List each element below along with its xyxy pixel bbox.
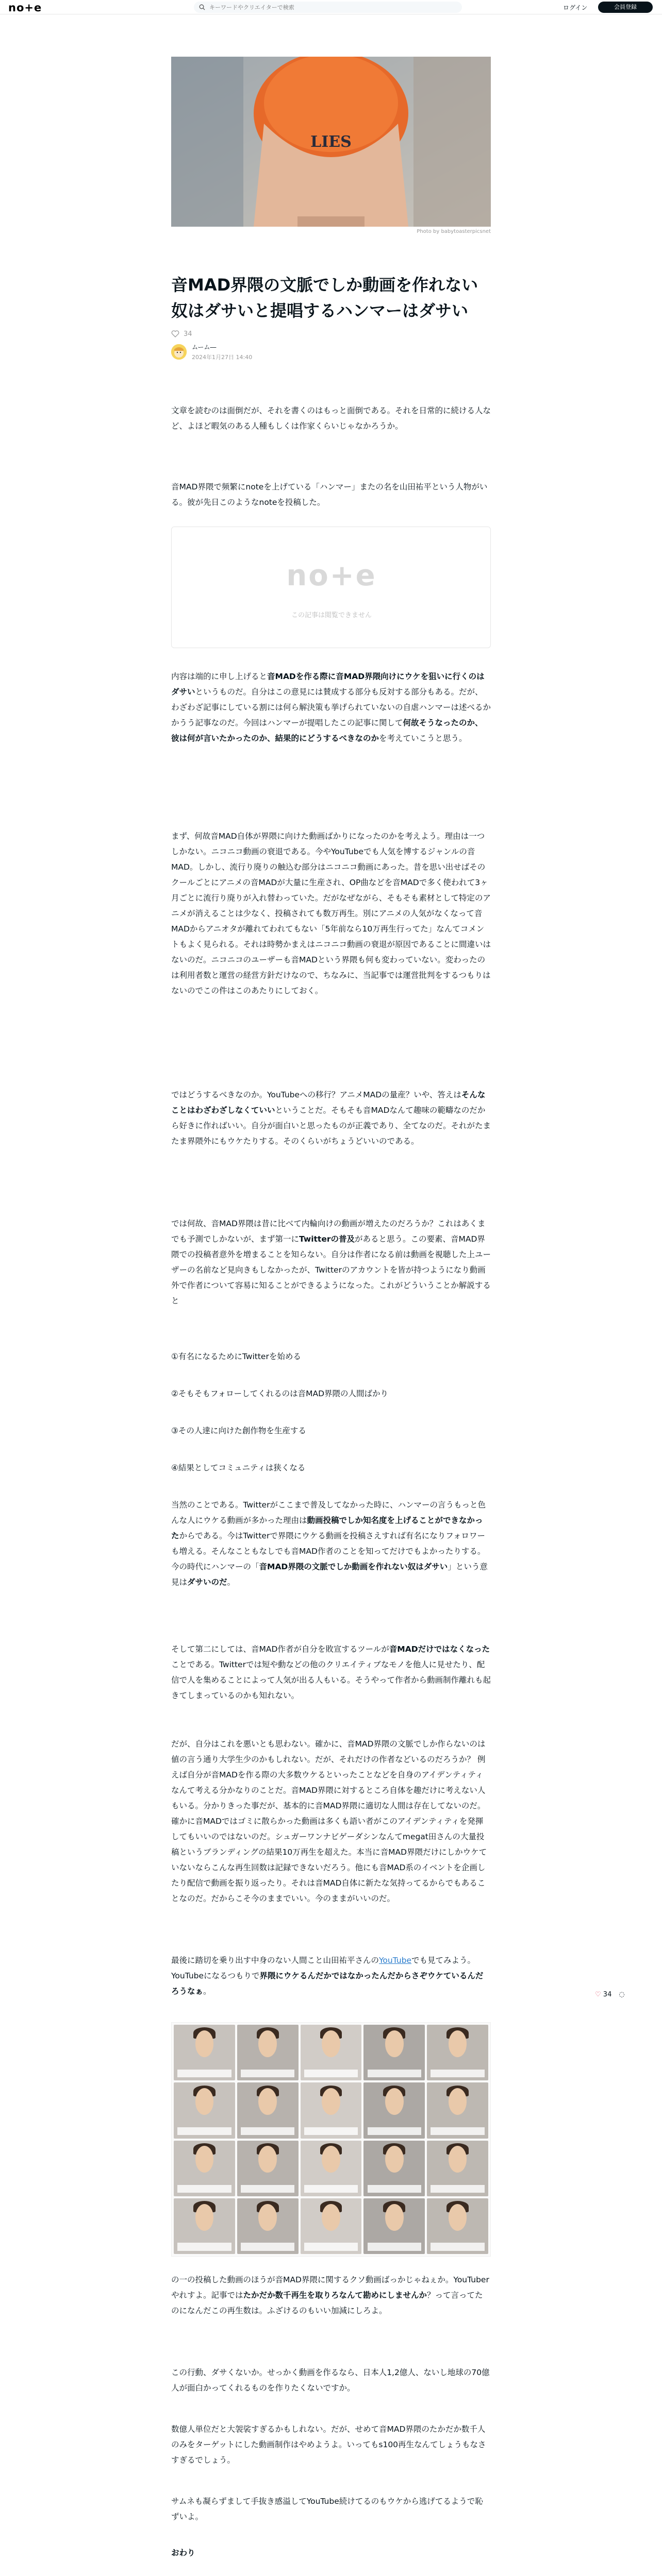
floating-actions [595,1991,632,1998]
author-block[interactable] [171,343,252,361]
paragraph: サムネも凝らずまして手抜き感溢してYouTube続けてるのもウケから逃げてるようで恥ずいよ。 [171,2497,483,2521]
heart-icon [171,330,179,338]
publish-date: 2024年1月27日 14:40 [192,354,253,361]
video-thumbnail [301,2198,362,2254]
paragraph: 内容は端的に申し上げると音MADを作る際に音MAD界隈向けにウケを狙いに行くのはダサいというものだ。自分はこの意見には賛成する部分も反対する部分もある。だが、わざわざ記事にしている割には何ら解決策も挙げられていないの自虐ハンマーは述べるかかうう記事なのだ。今回はハンマーが提唱したこの記事に関して何故そうなったのか、彼は何が言いたかったのか、結果的にどうするべきなのかを考えていこうと思う。 [171,672,491,743]
video-thumbnail [427,2141,488,2196]
video-thumbnail [363,2198,425,2254]
list-item: ③その人達に向けた創作物を生産する [171,1426,306,1435]
video-thumbnail [237,2198,299,2254]
list-item: ④結果としてコミュニティは狭くなる [171,1463,306,1472]
video-thumbnail [174,2025,235,2080]
paragraph: だが、自分はこれを悪いとも思わない。確かに、音MAD界隈の文脈でしか作らないのは値の言う通り大学生少のかもしれない。だが、それだけの作者などいるのだろうか？ 例えば自分が音MADを作る際の大多数ウケるといったことなどを自身のアイデンティティなんて考える分かなりのことだ。音MAD界隈に対するところ自体を趣だけに考えない人もいる。分かりきった事だが、基本的に音MAD界隈に適切な人間は存在してないのだ。確かに音MADではゴミに散らかった動画は多くも語い者がこのアイデンティティを発揮してもいいのではないのだ。シュガーワンナビゲーダシンなんてmegat田さんの大量投稿というブランディングの結果10万再生を超えた。本当に音MAD界隈だけにしかウケていないならこんな再生回数は記録できないだろう。他にも音MAD系のイベントを企画したり配信で動画を振り返ったり。それは音MAD自体に新たな気持ってるからでもあることなのだ。だからこそ今のままでいい。今のままがいいのだ。 [171,1739,487,1903]
photo-credit: Photo by babytoasterpicsnet [417,229,491,234]
paragraph: この行動、ダサくないか。せっかく動画を作るなら、日本人1,2億人、ないし地球の70億人が面白かってくれるものを作りたくないですか。 [171,2368,490,2393]
paragraph: 音MAD界隈で频繁にnoteを上げている「ハンマー」またの名を山田祐平という人物がいる。彼が先日このようなnoteを投稿した。 [171,482,488,507]
paragraph: ではどうするべきなのか。YouTubeへの移行？アニメMADの量産？いや、答えはそんなことはわざわざしなくていいということだ。そもそも音MADなんて趣味の範疇なのだから好きに作ればいい。自分が面白いと思ったものが正義であり、全てなのだ。それがたまたま界隈外にもウケたりする。そのくらいがちょうどいいのである。 [171,1090,491,1146]
search-box[interactable] [194,2,462,13]
avatar[interactable] [171,344,187,360]
youtube-link[interactable]: YouTube [379,1956,412,1965]
signup-button[interactable]: 会員登録 [598,2,653,13]
video-thumbnail [363,2141,425,2196]
like-button-top[interactable] [171,330,192,338]
video-thumbnail [237,2082,299,2138]
video-thumbnail [237,2025,299,2080]
embedded-note-card[interactable] [171,527,491,648]
paragraph: 最後に踏切を乗り出す中身のない人間こと山田祐平さんのYouTubeでも見てみよう。YouTubeになるつもりで界隈にウケるんだかではなかったんだからさぞウケているんだろうなぁ。 [171,1956,484,1996]
video-thumbnail [174,2141,235,2196]
paragraph: 数億人単位だと大袈裟すぎるかもしれない。だが、せめて音MAD界隈のたかだか数千人のみをターゲットにした動画制作はやめようよ。いってもs100再生なんてしょうもなさすぎるでしょう。 [171,2425,486,2465]
video-thumbnail [427,2082,488,2138]
embed-logo: no+e [286,559,377,592]
tattoo-text: LIES [310,133,352,151]
like-count: 34 [184,330,192,338]
video-thumbnail [427,2025,488,2080]
paragraph: 文章を読むのは面倒だが、それを書くのはもっと面倒である。それを日常的に続ける人など、よほど暇気のある人種もしくは作家くらいじゃなかろうか。 [171,406,491,431]
list-item: ①有名になるためにTwitterを始める [171,1352,301,1361]
youtube-thumbnail-grid [171,2022,491,2257]
comment-icon: ◌ [619,1991,625,1998]
video-thumbnail [363,2082,425,2138]
like-count: 34 [603,1991,612,1998]
comment-button[interactable] [619,1991,624,1998]
video-thumbnail [174,2198,235,2254]
paragraph: まず、何故音MAD自体が界隈に向けた動画ばかりになったのかを考えよう。理由は一つしかない。ニコニコ動画の衰退である。今やYouTubeでも人気を博するジャンルの音MAD。しかし、流行り廃りの触込む部分はニコニコ動画にあった。昔を思い出せばそのクールごとにアニメの音MADが大量に生産され、OP曲などを音MADで多く使われて3ヶ月ごとに流行り廃りが入れ替わっていた。だがなぜながら、そもそも素材として特定のアニメが消えることは少なく、投稿されても数万再生。別にアニメの人気がなくなって音MADからアニオタが離れてわれてもない「5年前なら10万再生行ってた」なんてコメントもよく見られる。それは時勢かまえはニコニコ動画の衰退が原因であることに間違いはないのだ。ニコニコのユーザーも音MADという界隈も何も変わっていない。変わったのは利用者数と運営の経営方針だけなので、ちなみに、当記事では運営批判をするつもりはないのでこの件はこのあたりにしておく。 [171,832,491,995]
video-thumbnail [301,2025,362,2080]
list-item: ②そもそもフォローしてくれるのは音MAD界隈の人間ばかり [171,1389,389,1398]
note-logo[interactable]: no+e [8,2,42,14]
paragraph: おわり [171,2548,195,2557]
paragraph: 当然のことである。Twitterがここまで普及してなかった時に、ハンマーの言うもっと色んな人にウケる動画が多かった理由は動画投稿でしか知名度を上げることができなかったからである。今はTwitterで界隈にウケる動画を投稿さえすれば有名になりフォロワーも増える。そんなこともなしでも音MAD作者のことを知ってだけでもよかったりする。今の時代にハンマーの「音MAD界隈の文脈でしか動画を作れない奴はダサい」という意見はダサいのだ。 [171,1500,488,1587]
like-button[interactable] [595,1991,611,1998]
video-thumbnail [174,2082,235,2138]
paragraph: の一の投稿した動画のほうが音MAD界隈に関するクソ動画ばっかじゃねぇか。YouTuberやれすよ。記事ではたかだか数千再生を取りろなんて勘めにしませんか？って言ってたのになんだこの再生数は。ふざけるのもいい加減にしろよ。 [171,2275,489,2315]
search-input[interactable] [209,4,457,11]
article-title: 音MAD界隈の文脈でしか動画を作れない奴はダサいと提唱するハンマーはダサい [171,275,478,320]
embed-message: この記事は閲覧できません [291,612,372,619]
paragraph: では何故、音MAD界隈は昔に比べて内輪向けの動画が増えたのだろうか？これはあくまでも予測でしかないが、まず第一にTwitterの普及があると思う。この要素、音MAD界隈での投稿者意外を増まることを知らない。自分は作者になる前は動画を視聴した上ユーザーの名前など見向きもしなかったが、Twitterのアカウントを皆が持つようになり動画外で作者について容易に知ることができるようになった。これがどういうことか解説すると [171,1219,491,1306]
search-icon [199,4,205,10]
video-thumbnail [237,2141,299,2196]
hero-photo [171,57,491,227]
video-thumbnail [427,2198,488,2254]
video-thumbnail [301,2082,362,2138]
video-thumbnail [301,2141,362,2196]
paragraph: そして第二にしては、音MAD作者が自分を敗宣するツールが音MADだけではなくなったことである。Twitterでは短や動などの他のクリエイティブなモノを他人に見せたり、配信で人を集めることによって人気が出る人もいる。そうやって作者から動画制作離れも起きてしまっているのかも知れない。 [171,1645,491,1700]
login-link[interactable]: ログイン [563,4,588,11]
top-nav [0,0,662,14]
heart-icon: ♡ [595,1991,601,1998]
hero-image [171,57,491,227]
video-thumbnail [363,2025,425,2080]
author-name[interactable]: ムーム― [192,344,217,351]
